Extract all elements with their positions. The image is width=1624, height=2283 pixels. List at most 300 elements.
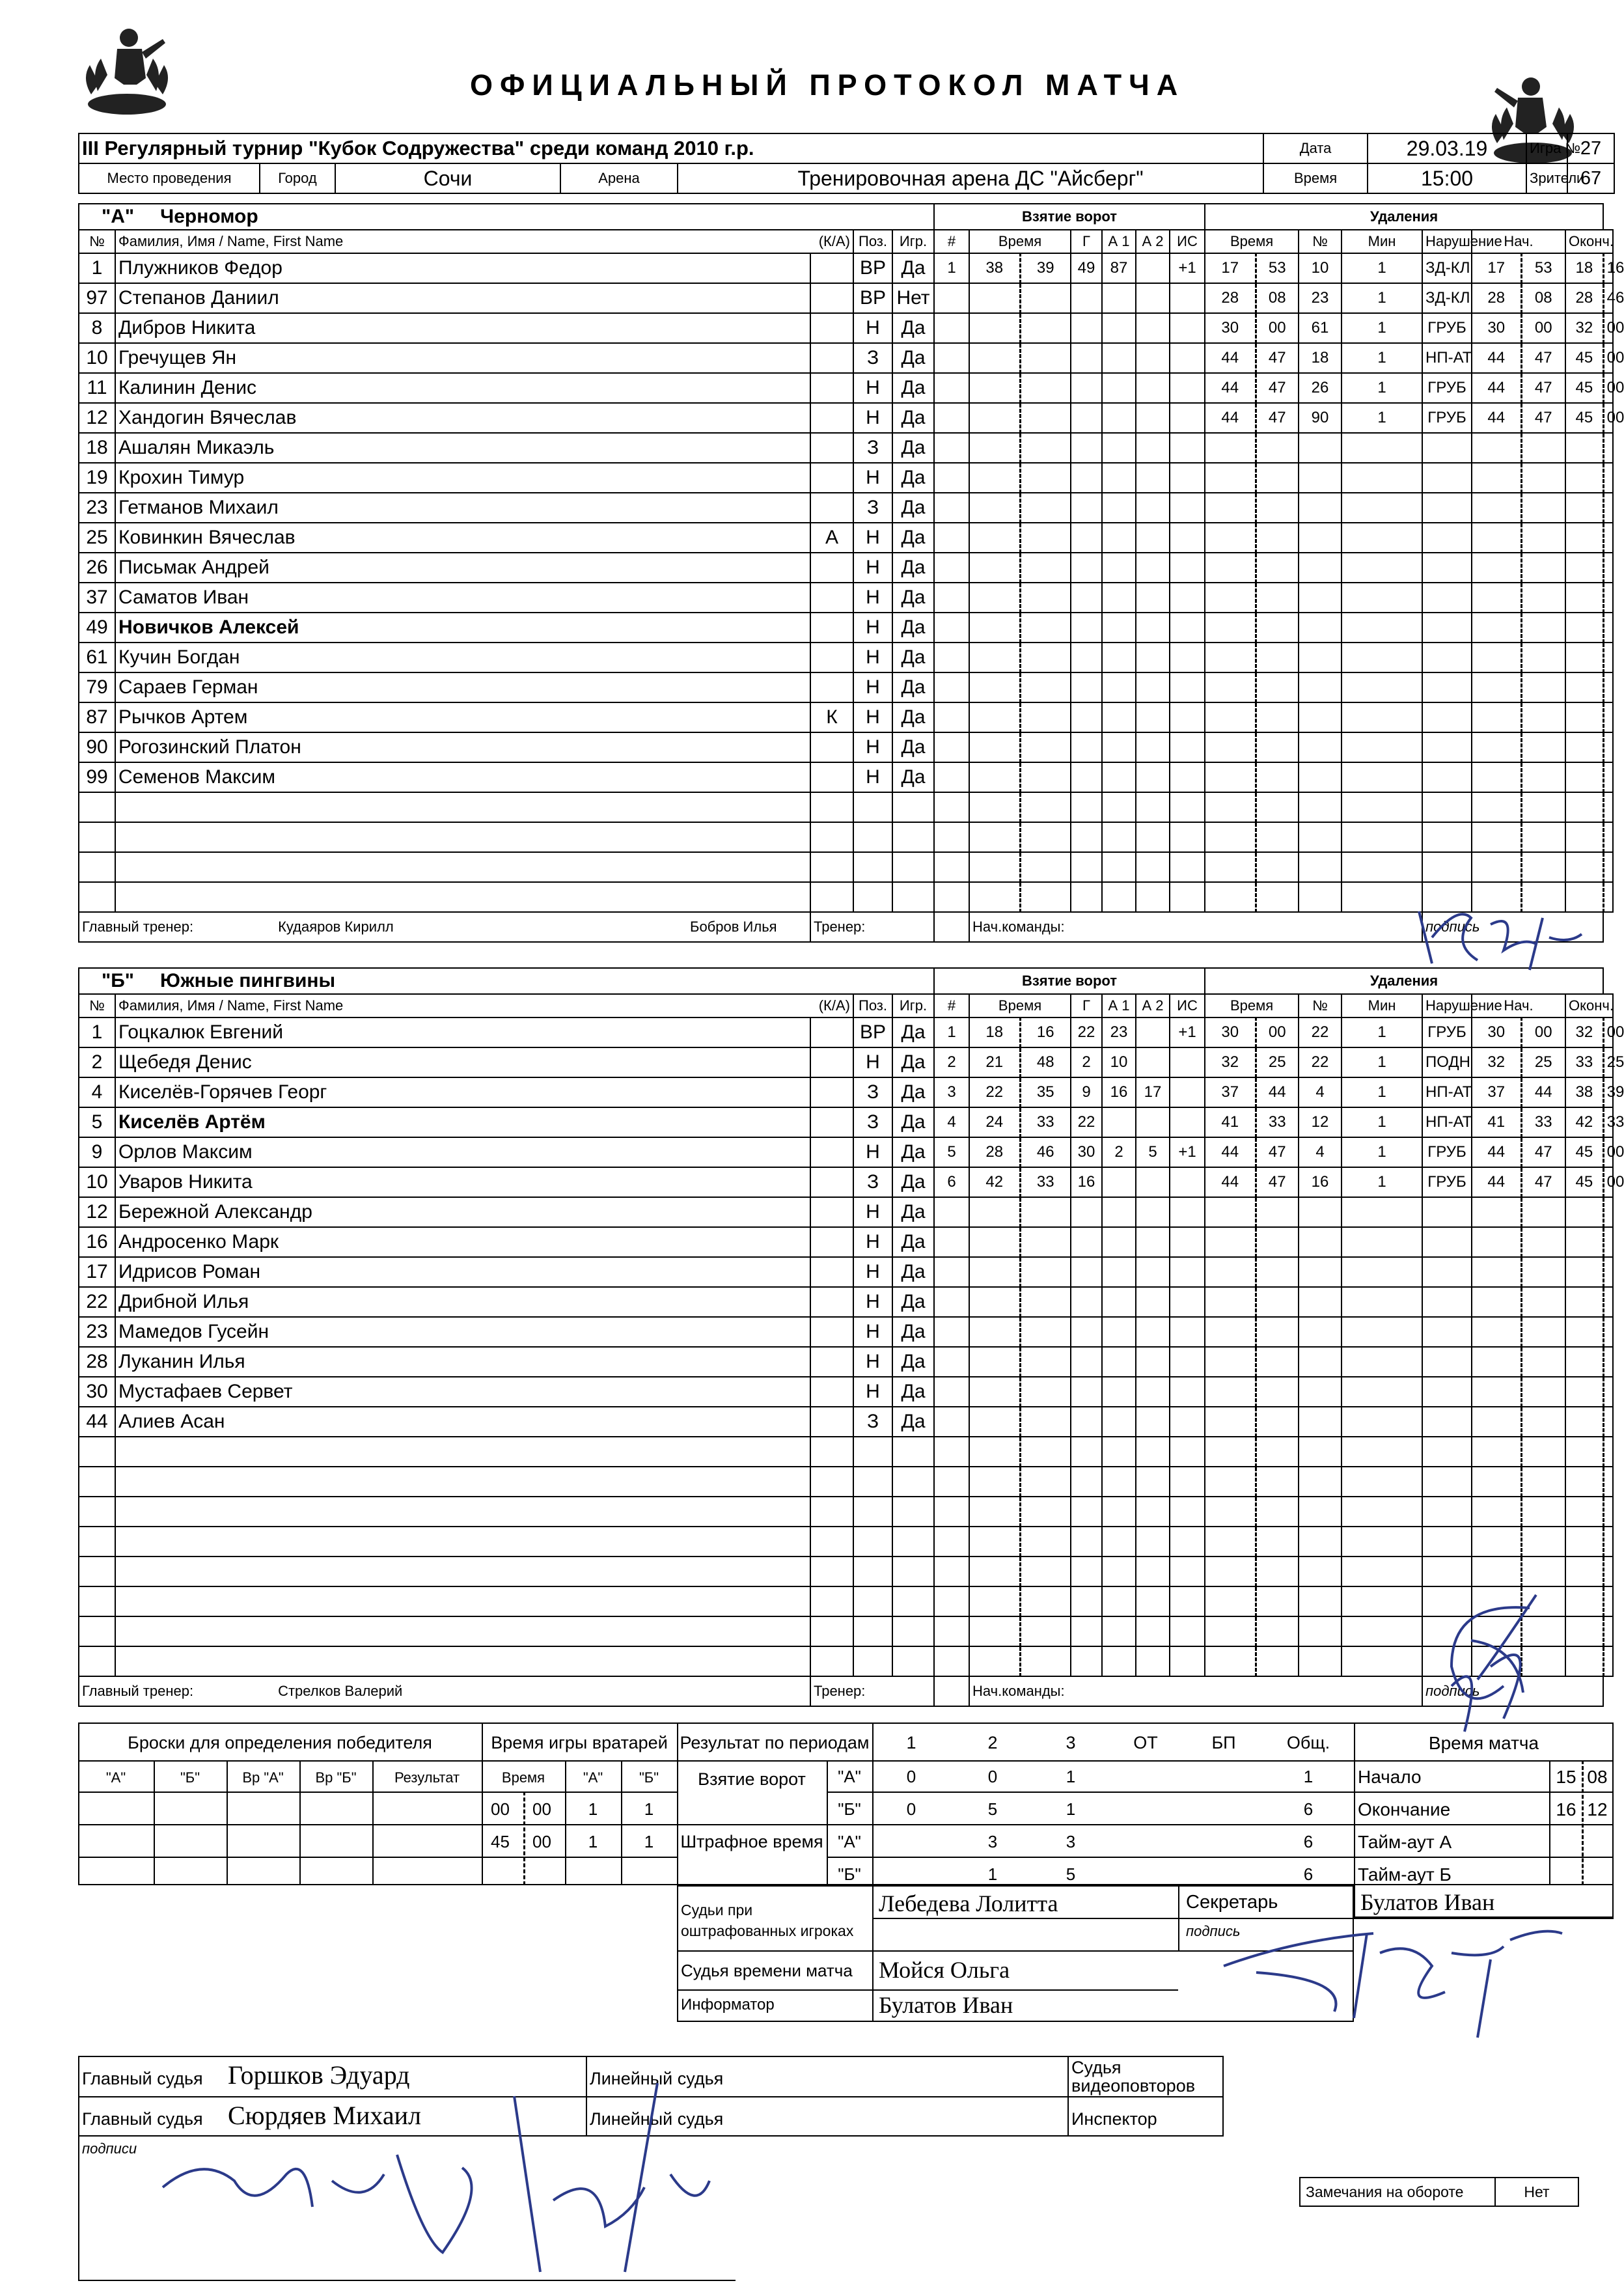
- secretary-name: Булатов Иван: [1360, 1889, 1495, 1915]
- goal-assist1: [1102, 403, 1136, 433]
- goal-assist1: [1102, 672, 1136, 702]
- goal-minutes: [969, 1407, 1020, 1437]
- player-played: Да: [892, 1077, 934, 1107]
- penalty-minutes: [1205, 463, 1256, 493]
- end-label: Окончание: [1358, 1799, 1451, 1819]
- player-number: 37: [79, 583, 115, 613]
- goal-index: [934, 822, 969, 852]
- penalty-seconds: [1256, 882, 1299, 912]
- penalty-duration: [1342, 762, 1422, 792]
- penalty-seconds: [1256, 702, 1299, 732]
- penalty-player: [1299, 1437, 1342, 1467]
- player-name: Рогозинский Платон: [115, 732, 810, 762]
- penalty-end-min: [1565, 493, 1603, 523]
- penalty-minutes: [1205, 613, 1256, 643]
- goal-minutes: [969, 1497, 1020, 1527]
- player-position: З: [853, 433, 892, 463]
- penalty-minutes: [1205, 553, 1256, 583]
- player-number: 23: [79, 1317, 115, 1347]
- start-label: Начало: [1358, 1767, 1422, 1787]
- goal-assist1: [1102, 1527, 1136, 1557]
- period-col: Общ.: [1286, 1733, 1330, 1752]
- penalty-end-sec: [1603, 1467, 1613, 1497]
- penalty-player: 4: [1299, 1137, 1342, 1167]
- player-name: Гетманов Михаил: [115, 493, 810, 523]
- period-value: 1: [1066, 1767, 1076, 1786]
- goal-minutes: [969, 1646, 1020, 1676]
- player-played: [892, 1437, 934, 1467]
- penalty-player: 61: [1299, 313, 1342, 343]
- goal-minutes: [969, 882, 1020, 912]
- player-played: Да: [892, 1167, 934, 1197]
- penalty-end-sec: [1603, 1407, 1613, 1437]
- table-row: [79, 373, 1613, 403]
- penalty-duration: 1: [1342, 1167, 1422, 1197]
- penalty-end-sec: 00: [1603, 1017, 1613, 1047]
- goal-assist1: [1102, 822, 1136, 852]
- table-row: [79, 1017, 1613, 1047]
- goal-index: [934, 1527, 969, 1557]
- player-name: Калинин Денис: [115, 373, 810, 403]
- penalty-violation: [1422, 1347, 1472, 1377]
- penalty-start-min: [1472, 792, 1521, 822]
- penalty-start-min: 44: [1472, 343, 1521, 373]
- col-played: Игр.: [892, 230, 934, 253]
- goal-index: [934, 1317, 969, 1347]
- player-played: Да: [892, 762, 934, 792]
- goal-minutes: [969, 762, 1020, 792]
- player-role: [810, 463, 853, 493]
- goal-scorer: [1071, 433, 1102, 463]
- player-name: Алиев Асан: [115, 1407, 810, 1437]
- player-role: [810, 1347, 853, 1377]
- penalty-duration: [1342, 493, 1422, 523]
- col-num: №: [79, 994, 115, 1017]
- player-role: [810, 1167, 853, 1197]
- player-number: 23: [79, 493, 115, 523]
- goal-assist2: [1136, 553, 1170, 583]
- player-position: Н: [853, 762, 892, 792]
- player-role: [810, 1047, 853, 1077]
- penalty-seconds: [1256, 1497, 1299, 1527]
- penalty-start-sec: [1521, 523, 1565, 553]
- penalty-start-sec: [1521, 463, 1565, 493]
- col-pen-min: Мин: [1342, 994, 1422, 1017]
- gk-col: Время: [501, 1769, 545, 1786]
- penalty-player: [1299, 523, 1342, 553]
- goal-minutes: 24: [969, 1107, 1020, 1137]
- referee-label: Главный судья: [82, 2109, 203, 2129]
- goal-assist2: [1136, 1107, 1170, 1137]
- player-position: [853, 1586, 892, 1616]
- goal-assist1: [1102, 1107, 1136, 1137]
- shootout-col-line: [154, 1760, 155, 1885]
- goal-strength: [1170, 822, 1205, 852]
- remarks-value: Нет: [1524, 2183, 1550, 2200]
- game-number: 27: [1567, 133, 1614, 163]
- col-pen-violation: Нарушение: [1422, 994, 1472, 1017]
- goal-scorer: [1071, 732, 1102, 762]
- penalty-player: 16: [1299, 1167, 1342, 1197]
- player-position: Н: [853, 553, 892, 583]
- goal-scorer: [1071, 852, 1102, 882]
- goal-index: [934, 313, 969, 343]
- penalty-end-min: [1565, 1347, 1603, 1377]
- penalty-end-sec: [1603, 433, 1613, 463]
- penalty-start-sec: [1521, 1317, 1565, 1347]
- goal-scorer: [1071, 1437, 1102, 1467]
- goal-index: 1: [934, 253, 969, 283]
- goal-assist2: [1136, 1167, 1170, 1197]
- team-b-title: [79, 968, 934, 994]
- goal-scorer: [1071, 553, 1102, 583]
- goal-index: 4: [934, 1107, 969, 1137]
- goal-seconds: [1020, 1197, 1071, 1227]
- penalty-violation: [1422, 613, 1472, 643]
- player-number: 12: [79, 1197, 115, 1227]
- penalty-start-sec: 25: [1521, 1047, 1565, 1077]
- player-played: Да: [892, 313, 934, 343]
- penalty-start-sec: [1521, 852, 1565, 882]
- goal-scorer: [1071, 403, 1102, 433]
- penalty-violation: [1422, 463, 1472, 493]
- goal-assist1: [1102, 553, 1136, 583]
- match-time: 15:00: [1368, 163, 1526, 193]
- video-judge-label: Судья видеоповторов: [1071, 2058, 1196, 2096]
- shootout-col-line: [299, 1760, 301, 1885]
- penalty-minutes: 41: [1205, 1107, 1256, 1137]
- penalty-end-min: 32: [1565, 1017, 1603, 1047]
- penalty-player: [1299, 1616, 1342, 1646]
- shootout-col-line: [372, 1760, 374, 1885]
- goal-assist1: [1102, 882, 1136, 912]
- goal-index: [934, 1616, 969, 1646]
- gk-col-line: [621, 1760, 622, 1885]
- goal-strength: [1170, 1317, 1205, 1347]
- goal-assist1: [1102, 1586, 1136, 1616]
- player-played: [892, 1616, 934, 1646]
- player-played: Да: [892, 433, 934, 463]
- col-goal-is: ИС: [1170, 230, 1205, 253]
- period-value: 5: [1066, 1864, 1076, 1884]
- player-number: [79, 852, 115, 882]
- penalty-seconds: [1256, 1527, 1299, 1557]
- player-role: [810, 283, 853, 313]
- penalty-judge-name: Лебедева Лолитта: [879, 1890, 1058, 1916]
- goal-scorer: [1071, 822, 1102, 852]
- player-played: Да: [892, 732, 934, 762]
- player-number: 97: [79, 283, 115, 313]
- period-col: 2: [987, 1733, 998, 1752]
- goal-assist1: 16: [1102, 1077, 1136, 1107]
- player-name: Киселёв-Горячев Георг: [115, 1077, 810, 1107]
- player-role: [810, 1557, 853, 1586]
- goal-strength: [1170, 1197, 1205, 1227]
- period-value: 0: [987, 1767, 998, 1786]
- goal-seconds: [1020, 283, 1071, 313]
- player-position: Н: [853, 1227, 892, 1257]
- penalty-start-sec: [1521, 1467, 1565, 1497]
- match-date: 29.03.19: [1368, 133, 1526, 163]
- penalty-player: [1299, 702, 1342, 732]
- penalty-start-sec: [1521, 1437, 1565, 1467]
- goal-strength: [1170, 523, 1205, 553]
- player-name: Киселёв Артём: [115, 1107, 810, 1137]
- player-position: Н: [853, 1287, 892, 1317]
- goal-minutes: [969, 1197, 1020, 1227]
- penalty-player: [1299, 1557, 1342, 1586]
- goal-strength: [1170, 1047, 1205, 1077]
- table-row: [79, 822, 1613, 852]
- penalty-end-min: [1565, 1407, 1603, 1437]
- table-row: [79, 283, 1613, 313]
- goal-assist2: [1136, 1197, 1170, 1227]
- goal-index: [934, 1407, 969, 1437]
- penalty-end-min: [1565, 702, 1603, 732]
- team-a-table: [78, 203, 1624, 943]
- penalty-minutes: 17: [1205, 253, 1256, 283]
- player-role: [810, 792, 853, 822]
- table-row: [79, 1227, 1613, 1257]
- player-number: 18: [79, 433, 115, 463]
- goal-assist1: [1102, 762, 1136, 792]
- player-position: З: [853, 493, 892, 523]
- goal-assist1: [1102, 1377, 1136, 1407]
- goal-assist2: [1136, 1646, 1170, 1676]
- penalty-seconds: [1256, 1407, 1299, 1437]
- table-row: [79, 1167, 1613, 1197]
- player-played: Да: [892, 1197, 934, 1227]
- penalty-end-sec: 00: [1603, 313, 1613, 343]
- goal-scorer: [1071, 493, 1102, 523]
- goal-strength: [1170, 1377, 1205, 1407]
- goal-seconds: [1020, 403, 1071, 433]
- penalty-end-min: [1565, 1616, 1603, 1646]
- referees-divider: [1067, 2056, 1069, 2137]
- goal-scorer: [1071, 762, 1102, 792]
- goal-minutes: [969, 852, 1020, 882]
- penalty-end-sec: [1603, 1377, 1613, 1407]
- table-row: [79, 1047, 1613, 1077]
- player-played: Да: [892, 613, 934, 643]
- table-row: [79, 1347, 1613, 1377]
- goals-section-title: Взятие ворот: [934, 204, 1205, 230]
- penalty-minutes: [1205, 1197, 1256, 1227]
- penalty-violation: [1422, 1527, 1472, 1557]
- goal-strength: [1170, 613, 1205, 643]
- goal-seconds: [1020, 1527, 1071, 1557]
- player-number: [79, 882, 115, 912]
- penalty-minutes: [1205, 433, 1256, 463]
- penalty-end-min: [1565, 1437, 1603, 1467]
- player-position: [853, 822, 892, 852]
- penalty-end-sec: [1603, 792, 1613, 822]
- penalty-end-sec: 00: [1603, 1167, 1613, 1197]
- goal-minutes: [969, 1616, 1020, 1646]
- player-role: [810, 732, 853, 762]
- penalty-duration: 1: [1342, 253, 1422, 283]
- goal-strength: +1: [1170, 1137, 1205, 1167]
- player-number: 61: [79, 643, 115, 672]
- player-position: Н: [853, 463, 892, 493]
- player-number: 1: [79, 253, 115, 283]
- penalty-minutes: [1205, 1257, 1256, 1287]
- penalty-start-min: [1472, 732, 1521, 762]
- player-role: [810, 1586, 853, 1616]
- goal-index: [934, 613, 969, 643]
- player-position: Н: [853, 732, 892, 762]
- goal-index: [934, 672, 969, 702]
- table-row: [79, 852, 1613, 882]
- penalty-player: 22: [1299, 1047, 1342, 1077]
- col-goal-scorer: Г: [1071, 994, 1102, 1017]
- goal-assist1: [1102, 523, 1136, 553]
- goal-index: [934, 1227, 969, 1257]
- player-role: К: [810, 702, 853, 732]
- penalty-end-sec: 00: [1603, 1137, 1613, 1167]
- penalty-duration: [1342, 463, 1422, 493]
- goal-assist2: [1136, 1317, 1170, 1347]
- player-number: [79, 1557, 115, 1586]
- goal-strength: [1170, 463, 1205, 493]
- player-role: [810, 852, 853, 882]
- gk-col: "А": [583, 1769, 603, 1786]
- penalty-duration: [1342, 672, 1422, 702]
- gk-title: Время игры вратарей: [491, 1733, 668, 1752]
- player-name: Степанов Даниил: [115, 283, 810, 313]
- col-goal-is: ИС: [1170, 994, 1205, 1017]
- player-role: [810, 613, 853, 643]
- player-role: [810, 253, 853, 283]
- goal-assist1: [1102, 792, 1136, 822]
- table-row: [79, 313, 1613, 343]
- player-role: [810, 882, 853, 912]
- player-position: [853, 1467, 892, 1497]
- period-col: БП: [1211, 1733, 1236, 1752]
- penalty-seconds: 44: [1256, 1077, 1299, 1107]
- player-position: Н: [853, 613, 892, 643]
- period-col: 1: [906, 1733, 916, 1752]
- col-pen-time: Время: [1205, 230, 1299, 253]
- penalty-seconds: [1256, 792, 1299, 822]
- penalty-duration: [1342, 583, 1422, 613]
- goal-scorer: 2: [1071, 1047, 1102, 1077]
- arena: Тренировочная арена ДС "Айсберг": [678, 163, 1263, 193]
- penalty-end-sec: 00: [1603, 373, 1613, 403]
- goal-assist1: [1102, 613, 1136, 643]
- goal-seconds: [1020, 1557, 1071, 1586]
- penalty-end-sec: [1603, 1347, 1613, 1377]
- goal-index: 2: [934, 1047, 969, 1077]
- goal-index: [934, 283, 969, 313]
- penalty-start-min: 32: [1472, 1047, 1521, 1077]
- table-row: [79, 523, 1613, 553]
- player-role: [810, 1616, 853, 1646]
- player-position: [853, 1646, 892, 1676]
- gk-team-b: 1: [644, 1799, 654, 1819]
- goal-assist1: [1102, 343, 1136, 373]
- player-position: [853, 852, 892, 882]
- player-name: [115, 792, 810, 822]
- coach-name: Кудаяров Кирилл: [278, 919, 394, 935]
- penalty-seconds: [1256, 1646, 1299, 1676]
- penalty-end-sec: [1603, 762, 1613, 792]
- penalty-player: [1299, 1317, 1342, 1347]
- penalty-end-sec: [1603, 1227, 1613, 1257]
- player-position: Н: [853, 1377, 892, 1407]
- goal-index: [934, 523, 969, 553]
- goal-strength: [1170, 1467, 1205, 1497]
- goal-seconds: 33: [1020, 1107, 1071, 1137]
- penalty-violation: [1422, 493, 1472, 523]
- linesman-label: Линейный судья: [590, 2109, 724, 2129]
- penalty-end-sec: [1603, 732, 1613, 762]
- penalty-start-sec: [1521, 613, 1565, 643]
- penalty-duration: [1342, 613, 1422, 643]
- goal-scorer: [1071, 1646, 1102, 1676]
- goal-seconds: [1020, 1317, 1071, 1347]
- player-number: 4: [79, 1077, 115, 1107]
- player-number: 2: [79, 1047, 115, 1077]
- penalty-start-sec: [1521, 1287, 1565, 1317]
- penalty-start-sec: [1521, 792, 1565, 822]
- player-position: Н: [853, 1347, 892, 1377]
- coach-label: Главный тренер:: [82, 919, 194, 935]
- penalty-minutes: [1205, 493, 1256, 523]
- goal-index: [934, 882, 969, 912]
- captain-cell: [969, 1676, 1422, 1706]
- goal-assist2: [1136, 253, 1170, 283]
- penalty-start-min: [1472, 1197, 1521, 1227]
- player-name: [115, 1437, 810, 1467]
- goal-assist1: [1102, 313, 1136, 343]
- penalty-seconds: [1256, 643, 1299, 672]
- player-number: 79: [79, 672, 115, 702]
- goal-assist1: [1102, 1257, 1136, 1287]
- penalty-player: [1299, 1257, 1342, 1287]
- shootout-title: Броски для определения победителя: [128, 1733, 432, 1752]
- goal-seconds: [1020, 792, 1071, 822]
- goal-strength: [1170, 283, 1205, 313]
- signatures-left-border: [78, 2137, 79, 2280]
- penalty-player: [1299, 1377, 1342, 1407]
- penalty-duration: 1: [1342, 1137, 1422, 1167]
- penalty-end-sec: 16: [1603, 253, 1613, 283]
- goal-assist2: [1136, 732, 1170, 762]
- player-role: [810, 1467, 853, 1497]
- goal-strength: [1170, 1347, 1205, 1377]
- goal-strength: [1170, 1287, 1205, 1317]
- player-role: А: [810, 523, 853, 553]
- table-row: [79, 1107, 1613, 1137]
- player-name: Бережной Александр: [115, 1197, 810, 1227]
- player-number: [79, 1586, 115, 1616]
- spectators-label: Зрители: [1526, 163, 1567, 193]
- penalty-end-min: [1565, 1287, 1603, 1317]
- goal-scorer: 16: [1071, 1167, 1102, 1197]
- penalty-minutes: [1205, 583, 1256, 613]
- player-role: [810, 1287, 853, 1317]
- penalty-start-min: 17: [1472, 253, 1521, 283]
- goal-scorer: [1071, 792, 1102, 822]
- venue-label: Место проведения: [79, 163, 260, 193]
- penalty-judge-label: Судьи при оштрафованных игроках: [681, 1902, 854, 1939]
- goal-index: [934, 1287, 969, 1317]
- goal-seconds: [1020, 1377, 1071, 1407]
- penalty-minutes: [1205, 702, 1256, 732]
- table-row: [79, 553, 1613, 583]
- penalty-minutes: [1205, 852, 1256, 882]
